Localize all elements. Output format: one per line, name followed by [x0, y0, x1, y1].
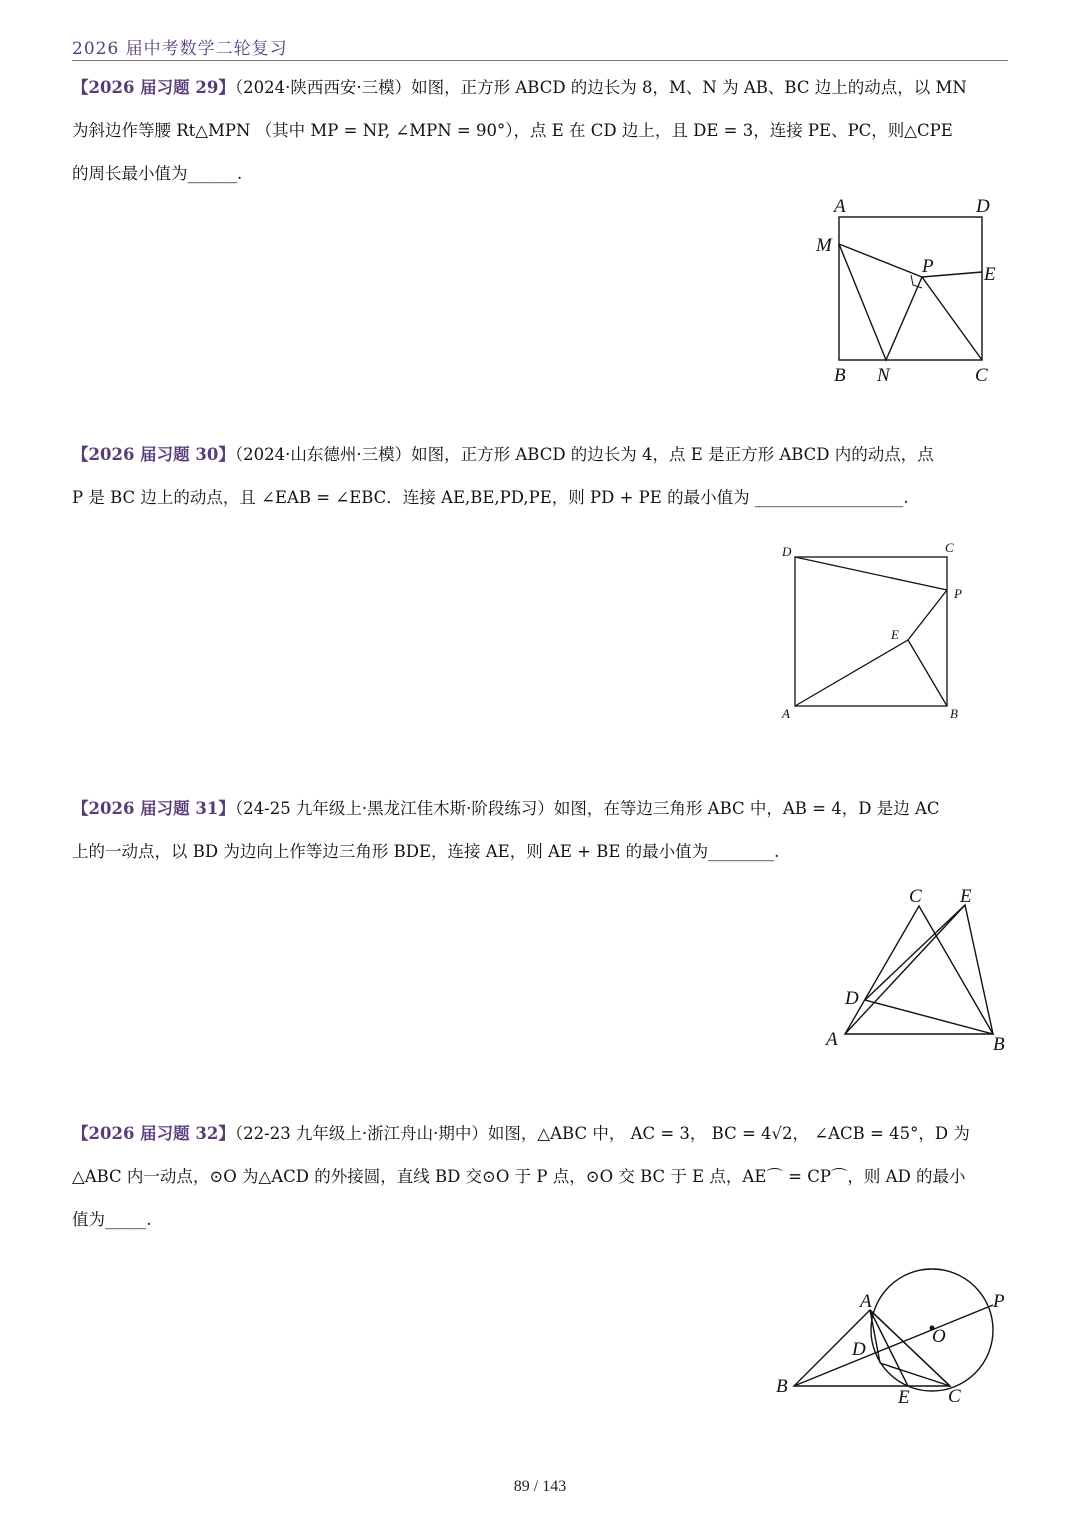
segments-pe-eb [908, 590, 947, 706]
label-a: A [826, 1029, 838, 1050]
problem-29-line-1: 【2026 届习题 29】（2024·陕西西安·三模）如图，正方形 ABCD 的边长为 8，M、N 为 AB、BC 边上的动点，以 MN [72, 78, 967, 97]
label-b: B [950, 706, 958, 721]
figure-32 [770, 1260, 1020, 1410]
page-number: 89 / 143 [513, 1478, 567, 1495]
label-a: A [834, 196, 846, 217]
label-b: B [834, 365, 846, 386]
problem-30 [72, 433, 1008, 519]
label-b: B [993, 1034, 1005, 1055]
label-a: A [782, 706, 790, 721]
label-a: A [860, 1291, 872, 1312]
label-p: P [954, 586, 962, 601]
segment-ae [870, 1310, 908, 1386]
line-bp [794, 1305, 993, 1386]
page-header: 2026 届中考数学二轮复习 [72, 39, 288, 59]
square-abcd [839, 217, 982, 360]
label-n: N [877, 365, 890, 386]
label-d: D [976, 196, 990, 217]
label-b: B [776, 1376, 788, 1397]
label-m: M [816, 235, 832, 256]
label-d: D [845, 988, 859, 1009]
label-c: C [948, 1386, 961, 1407]
problem-31 [72, 787, 1008, 873]
label-c: C [909, 886, 922, 907]
segment-pc [922, 277, 982, 360]
problem-30-tag: 【2026 届习题 30】 [72, 445, 235, 464]
problem-29-line-3: 的周长最小值为______. [72, 164, 243, 183]
label-e: E [891, 627, 899, 642]
label-d: D [852, 1339, 866, 1360]
problem-29-tag: 【2026 届习题 29】 [72, 78, 235, 97]
problem-32-line-2: △ABC 内一动点，⊙O 为△ACD 的外接圆，直线 BD 交⊙O 于 P 点，⊙O 交 BC 于 E 点，AE⌒ = CP⌒，则 AD 的最小 [72, 1167, 966, 1186]
label-o: O [932, 1326, 946, 1347]
header-divider [72, 60, 1008, 61]
label-c: C [945, 540, 954, 555]
segment-ae [845, 905, 965, 1034]
segment-ac-chord [870, 1310, 950, 1386]
segment-dp [795, 557, 947, 590]
problem-32 [72, 1112, 1008, 1241]
problem-29 [72, 66, 1008, 195]
problem-29-line-2: 为斜边作等腰 Rt△MPN （其中 MP = NP, ∠MPN = 90°），点 E 在 CD 边上，且 DE = 3，连接 PE、PC，则△CPE [72, 121, 953, 140]
problem-31-line-1: 【2026 届习题 31】（24-25 九年级上·黑龙江佳木斯·阶段练习）如图，在等边三角形 ABC 中，AB = 4，D 是边 AC [72, 799, 940, 818]
figure-30 [770, 535, 980, 725]
label-d: D [782, 544, 792, 559]
square-abcd [795, 557, 947, 706]
segment-ae [795, 640, 908, 706]
figure-29 [800, 190, 1020, 390]
problem-30-line-2: P 是 BC 边上的动点，且 ∠EAB = ∠EBC．连接 AE,BE,PD,PE，则 PD + PE 的最小值为 __________________. [72, 488, 909, 507]
problem-32-line-1: 【2026 届习题 32】（22-23 九年级上·浙江舟山·期中）如图，△ABC 中， AC = 3， BC = 4√2， ∠ACB = 45°，D 为 [72, 1124, 970, 1143]
figure-31 [815, 880, 1025, 1060]
problem-30-line-1: 【2026 届习题 30】（2024·山东德州·三模）如图，正方形 ABCD 的边长为 4，点 E 是正方形 ABCD 内的动点，点 [72, 445, 934, 464]
triangle-mpn [839, 244, 922, 360]
label-e: E [960, 886, 972, 907]
label-e: E [984, 264, 996, 285]
problem-32-tag: 【2026 届习题 32】 [72, 1124, 235, 1143]
label-p: P [993, 1291, 1005, 1312]
problem-31-line-2: 上的一动点，以 BD 为边向上作等边三角形 BDE，连接 AE，则 AE + BE 的最小值为________. [72, 842, 780, 861]
label-c: C [975, 365, 988, 386]
label-p: P [922, 256, 934, 277]
label-e: E [898, 1387, 910, 1408]
problem-31-tag: 【2026 届习题 31】 [72, 799, 235, 818]
problem-32-line-3: 值为_____. [72, 1210, 152, 1229]
